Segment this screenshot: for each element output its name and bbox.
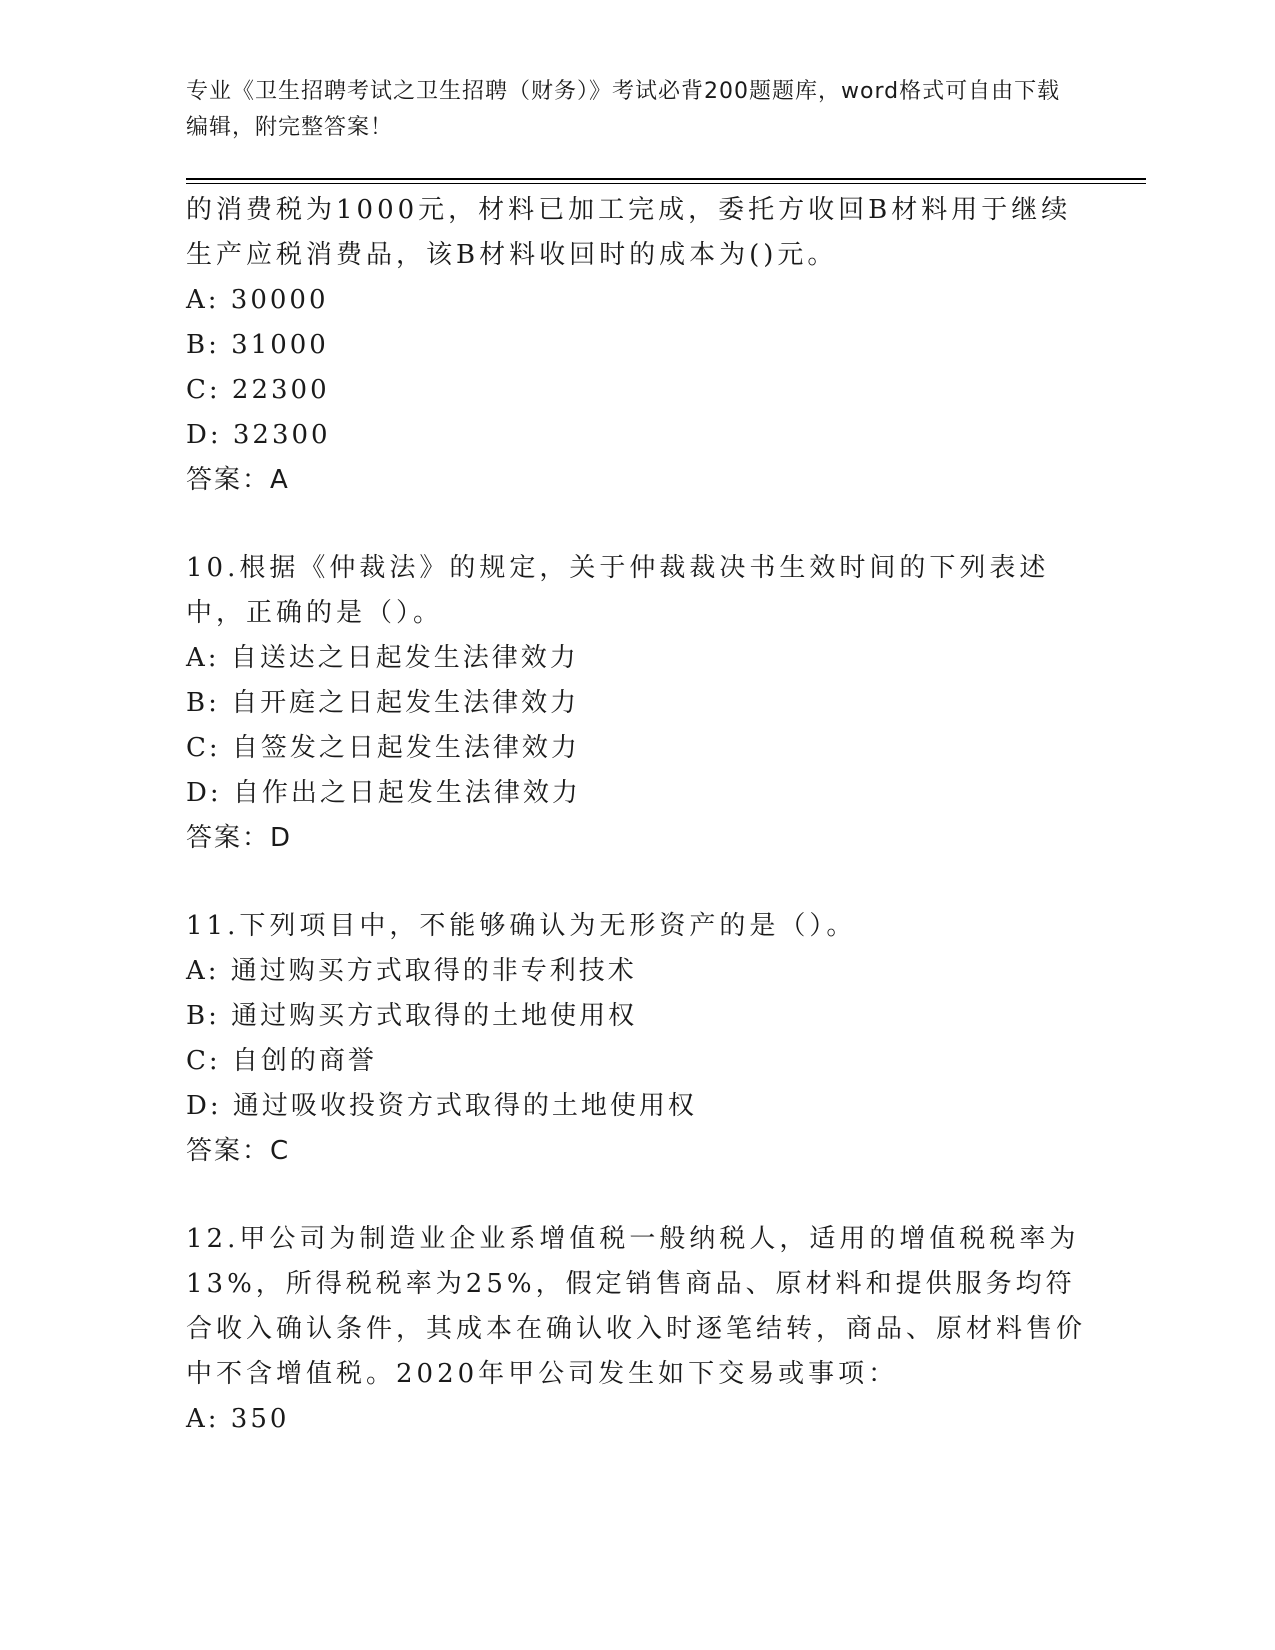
option-d: D: 自作出之日起发生法律效力 xyxy=(186,778,581,808)
option-a: A: 自送达之日起发生法律效力 xyxy=(186,643,579,673)
option-d: D: 通过吸收投资方式取得的土地使用权 xyxy=(186,1091,697,1121)
answer-line: 答案：C xyxy=(186,1136,291,1166)
document-header xyxy=(186,74,1066,146)
header-title: 专业《卫生招聘考试之卫生招聘（财务）》考试必背200题题库，word格式可自由下载编辑，附完整答案！ xyxy=(186,79,1061,140)
question-block xyxy=(186,188,1086,503)
spacer xyxy=(186,503,1086,546)
spacer xyxy=(186,861,1086,904)
option-b: B: 通过购买方式取得的土地使用权 xyxy=(186,1001,638,1031)
spacer xyxy=(186,1174,1086,1217)
question-stem: 11.下列项目中，不能够确认为无形资产的是（）。 xyxy=(186,911,857,941)
option-a: A: 通过购买方式取得的非专利技术 xyxy=(186,956,637,986)
question-block xyxy=(186,904,1086,1174)
question-stem: 的消费税为1000元，材料已加工完成，委托方收回B材料用于继续生产应税消费品，该B材料收回时的成本为()元。 xyxy=(186,195,1072,270)
header-divider-thin xyxy=(186,183,1146,184)
option-a: A: 350 xyxy=(186,1404,290,1434)
document-body xyxy=(186,188,1086,1442)
question-stem: 12.甲公司为制造业企业系增值税一般纳税人，适用的增值税税率为13%，所得税税率为25%，假定销售商品、原材料和提供服务均符合收入确认条件，其成本在确认收入时逐笔结转，商品、原材料售价中不含增值税。2020年甲公司发生如下交易或事项： xyxy=(186,1224,1087,1389)
question-stem: 10.根据《仲裁法》的规定，关于仲裁裁决书生效时间的下列表述中，正确的是（）。 xyxy=(186,553,1050,628)
option-b: B: 自开庭之日起发生法律效力 xyxy=(186,688,580,718)
option-c: C: 自创的商誉 xyxy=(186,1046,377,1076)
answer-line: 答案：A xyxy=(186,465,290,495)
option-d: D: 32300 xyxy=(186,420,331,450)
option-c: C: 自签发之日起发生法律效力 xyxy=(186,733,580,763)
option-b: B: 31000 xyxy=(186,330,329,360)
answer-line: 答案：D xyxy=(186,823,293,853)
question-block xyxy=(186,546,1086,861)
option-c: C: 22300 xyxy=(186,375,330,405)
header-divider-thick xyxy=(186,178,1146,180)
question-block xyxy=(186,1217,1086,1442)
option-a: A: 30000 xyxy=(186,285,329,315)
